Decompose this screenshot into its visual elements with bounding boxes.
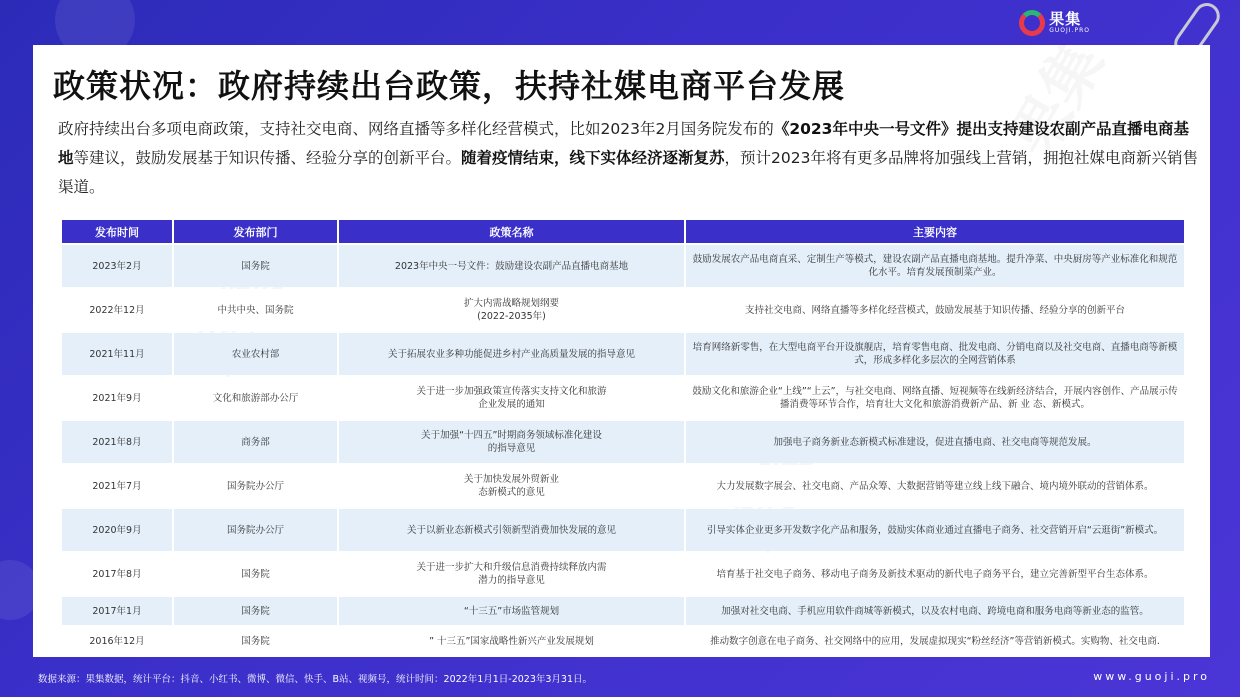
table-cell: 大力发展数字展会、社交电商、产品众筹、大数据营销等建立线上线下融合、境内境外联动的营销体系。 xyxy=(686,465,1184,507)
table-cell: 国务院 xyxy=(174,627,337,655)
table-cell: 推动数字创意在电子商务、社交网络中的应用，发展虚拟现实“粉丝经济”等营销新模式。实购物、社交电商. xyxy=(686,627,1184,655)
table-cell: 加强对社交电商、手机应用软件商城等新模式，以及农村电商、跨境电商和服务电商等新业态的监管。 xyxy=(686,597,1184,625)
table-cell: 培育基于社交电子商务、移动电子商务及新技术驱动的新代电子商务平台，建立完善新型平台生态体系。 xyxy=(686,553,1184,595)
table-header-cell: 发布部门 xyxy=(174,220,337,243)
table-cell: 2016年12月 xyxy=(62,627,172,655)
table-header-row xyxy=(62,220,1184,243)
table-cell: 国务院 xyxy=(174,245,337,287)
intro-paragraph xyxy=(58,115,1200,202)
table-cell: ” 十三五”国家战略性新兴产业发展规划 xyxy=(339,627,684,655)
table-cell: 商务部 xyxy=(174,421,337,463)
table-cell: 培育网络新零售，在大型电商平台开设旗舰店，培育零售电商、批发电商、分销电商以及社交电商、直播电商等新模式，形成多样化多层次的全网营销体系 xyxy=(686,333,1184,375)
table-row xyxy=(62,597,1184,625)
table-cell: 2023年2月 xyxy=(62,245,172,287)
table-cell: 2023年中央一号文件：鼓励建设农副产品直播电商基地 xyxy=(339,245,684,287)
table-cell: 引导实体企业更多开发数字化产品和服务，鼓励实体商业通过直播电子商务、社交营销开启“云逛街”新模式。 xyxy=(686,509,1184,551)
table-cell: 国务院 xyxy=(174,553,337,595)
table-row xyxy=(62,245,1184,287)
table-cell: 鼓励文化和旅游企业“上线”“上云”，与社交电商、网络直播、短视频等在线新经济结合，开展内容创作、产品展示传播消费等环节合作，培育壮大文化和旅游消费新产品、新 业 态、新模式。 xyxy=(686,377,1184,419)
intro-text-1: 政府持续出台多项电商政策，支持社交电商、网络直播等多样化经营模式，比如2023年2月国务院发布的 xyxy=(58,120,774,138)
page-title: 政策状况：政府持续出台政策，扶持社媒电商平台发展 xyxy=(53,67,846,105)
table-row xyxy=(62,553,1184,595)
site-url: www.guoji.pro xyxy=(1093,670,1210,683)
table-cell: 2021年11月 xyxy=(62,333,172,375)
table-row xyxy=(62,465,1184,507)
table-cell: 关于加快发展外贸新业 态新模式的意见 xyxy=(339,465,684,507)
table-row xyxy=(62,289,1184,331)
table-cell: 关于以新业态新模式引领新型消费加快发展的意见 xyxy=(339,509,684,551)
table-header-cell: 主要内容 xyxy=(686,220,1184,243)
table-cell: 国务院 xyxy=(174,597,337,625)
table-cell: 2017年8月 xyxy=(62,553,172,595)
table-cell: 中共中央、国务院 xyxy=(174,289,337,331)
intro-text-2: 等建议，鼓励发展基于知识传播、经验分享的创新平台。 xyxy=(73,149,462,167)
data-source-note: 数据来源：果集数据，统计平台：抖音、小红书、微博、微信、快手、B站、视频号，统计时间：2022年1月1日-2023年3月31日。 xyxy=(38,674,593,685)
intro-text-3: ，预计2023年将有更多品牌将加强线上营销，拥抱社媒电商新兴销售渠道。 xyxy=(58,149,1198,196)
table-cell: 2021年8月 xyxy=(62,421,172,463)
table-cell: 关于进一步加强政策宣传落实支持文化和旅游 企业发展的通知 xyxy=(339,377,684,419)
table-cell: 2021年9月 xyxy=(62,377,172,419)
content-card xyxy=(33,45,1210,657)
table-header-cell: 政策名称 xyxy=(339,220,684,243)
intro-bold-2: 随着疫情结束，线下实体经济逐渐复苏 xyxy=(461,149,725,167)
table-cell: 文化和旅游部办公厅 xyxy=(174,377,337,419)
table-cell: 2017年1月 xyxy=(62,597,172,625)
table-row xyxy=(62,377,1184,419)
table-cell: 扩大内需战略规划纲要 (2022-2035年) xyxy=(339,289,684,331)
table-cell: 关于拓展农业多种功能促进乡村产业高质量发展的指导意见 xyxy=(339,333,684,375)
table-cell: 关于进一步扩大和升级信息消费持续释放内需 潜力的指导意见 xyxy=(339,553,684,595)
policy-table xyxy=(60,218,1186,657)
table-row xyxy=(62,333,1184,375)
intro-bold-1: 《2023年中央一号文件》提出支持建设农副产品直播电商基地 xyxy=(58,120,1189,167)
table-cell: 国务院办公厅 xyxy=(174,465,337,507)
table-cell: 支持社交电商、网络直播等多样化经营模式，鼓励发展基于知识传播、经验分享的创新平台 xyxy=(686,289,1184,331)
table-cell: 农业农村部 xyxy=(174,333,337,375)
table-row xyxy=(62,509,1184,551)
table-cell: 加强电子商务新业态新模式标准建设，促进直播电商、社交电商等规范发展。 xyxy=(686,421,1184,463)
table-cell: 2020年9月 xyxy=(62,509,172,551)
table-cell: “十三五”市场监管规划 xyxy=(339,597,684,625)
table-cell: 2022年12月 xyxy=(62,289,172,331)
table-cell: 关于加强“十四五”时期商务领域标准化建设 的指导意见 xyxy=(339,421,684,463)
table-cell: 2021年7月 xyxy=(62,465,172,507)
brand-name-en: GUOJI.PRO xyxy=(1049,27,1090,34)
brand-name-cn: 果集 xyxy=(1049,10,1082,28)
table-header-cell: 发布时间 xyxy=(62,220,172,243)
table-cell: 鼓励发展农产品电商直采、定制生产等模式，建设农副产品直播电商基地。提升净菜、中央厨房等产业标准化和规范化水平。培育发展预制菜产业。 xyxy=(686,245,1184,287)
table-row xyxy=(62,421,1184,463)
table-cell: 国务院办公厅 xyxy=(174,509,337,551)
table-row xyxy=(62,627,1184,655)
